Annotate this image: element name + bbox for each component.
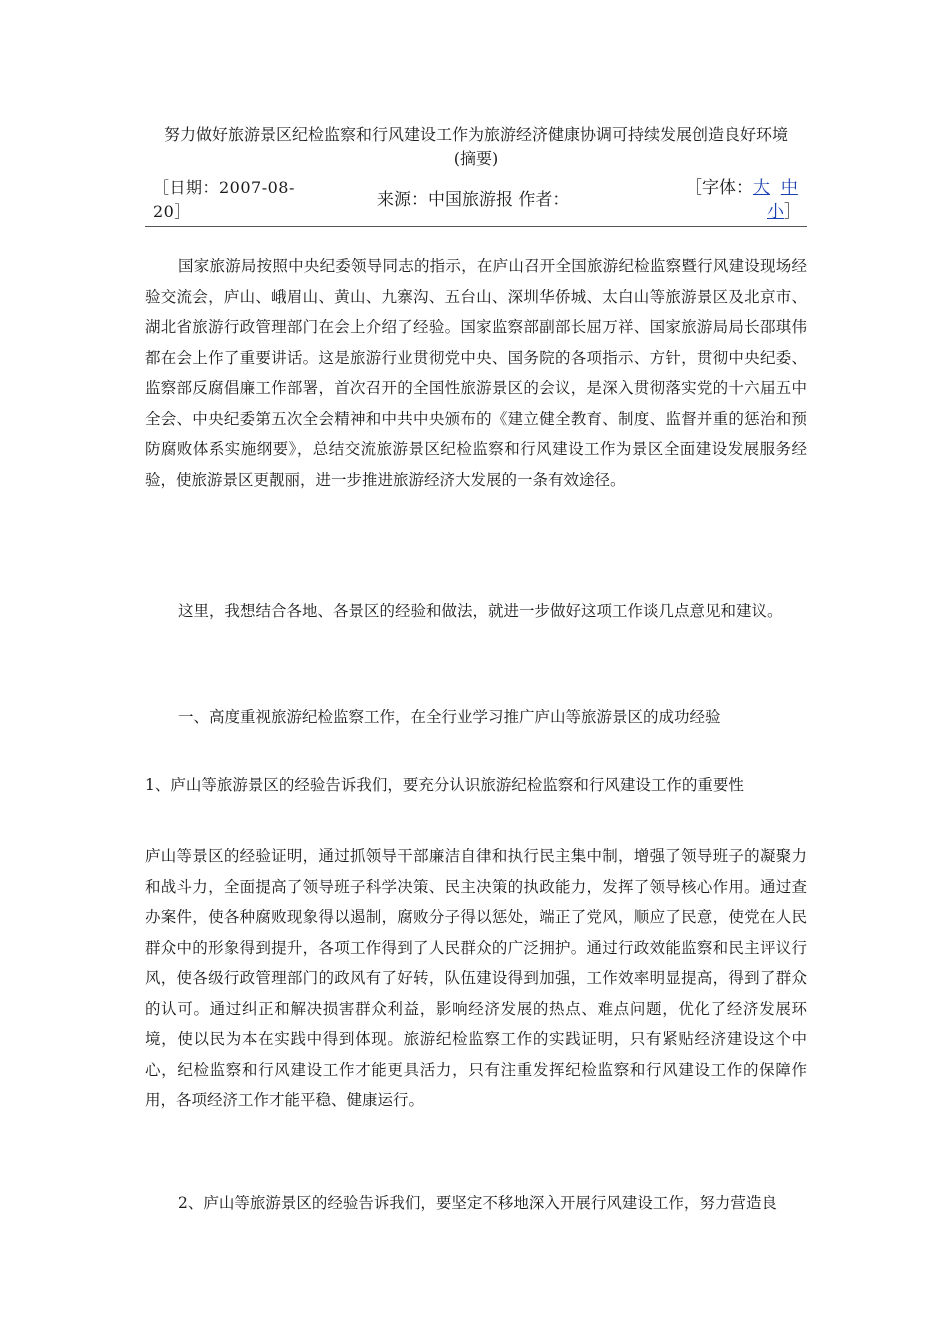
font-size-prefix: ［字体： — [685, 178, 753, 198]
font-size-suffix: ］ — [784, 202, 801, 222]
title-sub: (摘要) — [453, 149, 499, 168]
article-meta — [145, 176, 807, 227]
font-medium-link[interactable]: 中 — [780, 178, 798, 198]
section-heading-1: 一、高度重视旅游纪检监察工作，在全行业学习推广庐山等旅游景区的成功经验 — [178, 708, 721, 726]
paragraph-proposal: 这里，我想结合各地、各景区的经验和做法，就进一步做好这项工作谈几点意见和建议。 — [178, 602, 783, 620]
source-author: 来源：中国旅游报 作者： — [377, 190, 570, 210]
publish-date: ［日期：2007-08-20］ — [153, 178, 295, 221]
font-large-link[interactable]: 大 — [753, 178, 770, 198]
article-title — [145, 123, 807, 171]
paragraph-experience: 庐山等景区的经验证明，通过抓领导干部廉洁自律和执行民主集中制，增强了领导班子的凝聚力和战斗力，全面提高了领导班子科学决策、民主决策的执政能力，发挥了领导核心作用。通过查办案件，使各种腐败现象得以遏制，腐败分子得以惩处，端正了党风，顺应了民意，使党在人民群众中的形象得到提升，各项工作得到了人民群众的广泛拥护。通过行政效能监察和民主评议行风，使各级行政管理部门的政风有了好转，队伍建设得到加强，工作效率明显提高，得到了群众的认可。通过纠正和解决损害群众利益，影响经济发展的热点、难点问题，优化了经济发展环境，使以民为本在实践中得到体现。旅游纪检监察工作的实践证明，只有紧贴经济建设这个中心，纪检监察和行风建设工作才能更具活力，只有注重发挥纪检监察和行风建设工作的保障作用，各项经济工作才能平稳、健康运行。 — [145, 847, 807, 1109]
title-main: 努力做好旅游景区纪检监察和行风建设工作为旅游经济健康协调可持续发展创造良好环境 — [163, 125, 788, 144]
font-small-link[interactable]: 小 — [767, 202, 784, 222]
subsection-heading-1: 1、庐山等旅游景区的经验告诉我们，要充分认识旅游纪检监察和行风建设工作的重要性 — [145, 776, 744, 794]
subsection-heading-2: 2、庐山等旅游景区的经验告诉我们，要坚定不移地深入开展行风建设工作，努力营造良 — [178, 1194, 777, 1212]
paragraph-intro: 国家旅游局按照中央纪委领导同志的指示，在庐山召开全国旅游纪检监察暨行风建设现场经验交流会，庐山、峨眉山、黄山、九寨沟、五台山、深圳华侨城、太白山等旅游景区及北京市、湖北省旅游行政管理部门在会上介绍了经验。国家监察部副部长屈万祥、国家旅游局局长邵琪伟都在会上作了重要讲话。这是旅游行业贯彻党中央、国务院的各项指示、方针，贯彻中央纪委、监察部反腐倡廉工作部署，首次召开的全国性旅游景区的会议，是深入贯彻落实党的十六届五中全会、中央纪委第五次全会精神和中共中央颁布的《建立健全教育、制度、监督并重的惩治和预防腐败体系实施纲要》，总结交流旅游景区纪检监察和行风建设工作为景区全面建设发展服务经验，使旅游景区更靓丽，进一步推进旅游经济大发展的一条有效途径。 — [145, 257, 807, 489]
font-size-selector — [685, 176, 807, 224]
